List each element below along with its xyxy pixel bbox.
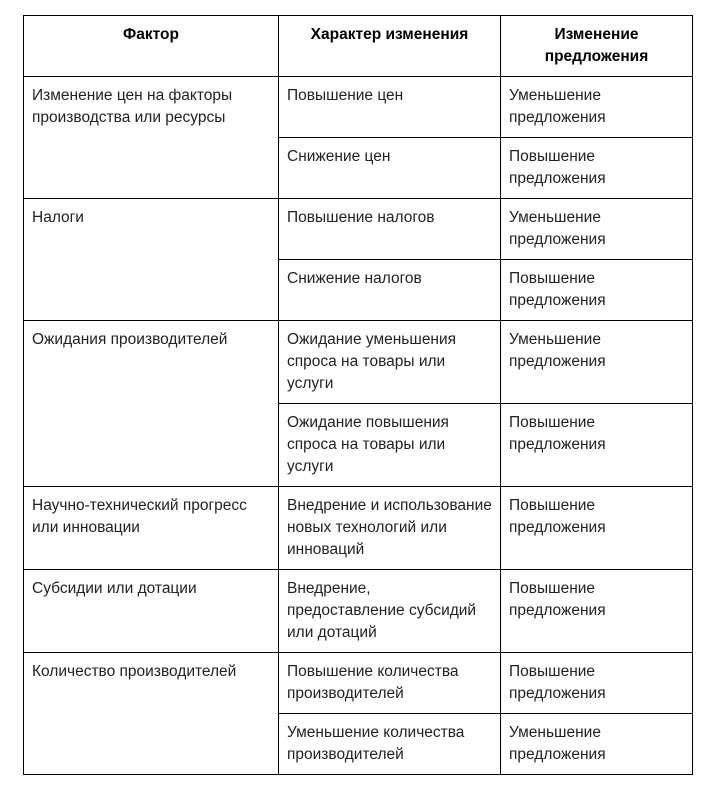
header-supply-change: Изменение предложения	[501, 16, 693, 77]
table-row	[24, 199, 693, 260]
effect-cell: Повышение предложения	[501, 404, 693, 487]
factor-cell: Ожидания производителей	[24, 321, 279, 487]
factor-cell: Субсидии или дотации	[24, 570, 279, 653]
table-row	[24, 321, 693, 404]
change-cell: Снижение цен	[279, 138, 501, 199]
effect-cell: Уменьшение предложения	[501, 714, 693, 775]
effect-cell: Уменьшение предложения	[501, 77, 693, 138]
effect-cell: Повышение предложения	[501, 487, 693, 570]
table-row	[24, 487, 693, 570]
factor-cell: Количество производителей	[24, 653, 279, 775]
header-change-type: Характер изменения	[279, 16, 501, 77]
effect-cell: Повышение предложения	[501, 570, 693, 653]
effect-cell: Повышение предложения	[501, 138, 693, 199]
header-row	[24, 16, 693, 77]
effect-cell: Повышение предложения	[501, 653, 693, 714]
change-cell: Повышение налогов	[279, 199, 501, 260]
change-cell: Повышение цен	[279, 77, 501, 138]
change-cell: Снижение налогов	[279, 260, 501, 321]
effect-cell: Уменьшение предложения	[501, 321, 693, 404]
change-cell: Ожидание уменьшения спроса на товары или услуги	[279, 321, 501, 404]
effect-cell: Повышение предложения	[501, 260, 693, 321]
change-cell: Внедрение, предоставление субсидий или дотаций	[279, 570, 501, 653]
change-cell: Внедрение и использование новых технологий или инноваций	[279, 487, 501, 570]
table-row	[24, 570, 693, 653]
factor-cell: Научно-технический прогресс или инновации	[24, 487, 279, 570]
header-factor: Фактор	[24, 16, 279, 77]
change-cell: Уменьшение количества производителей	[279, 714, 501, 775]
change-cell: Повышение количества производителей	[279, 653, 501, 714]
table-row	[24, 77, 693, 138]
table-row	[24, 653, 693, 714]
factor-cell: Изменение цен на факторы производства или ресурсы	[24, 77, 279, 199]
change-cell: Ожидание повышения спроса на товары или услуги	[279, 404, 501, 487]
supply-factors-table	[23, 15, 693, 775]
effect-cell: Уменьшение предложения	[501, 199, 693, 260]
factor-cell: Налоги	[24, 199, 279, 321]
